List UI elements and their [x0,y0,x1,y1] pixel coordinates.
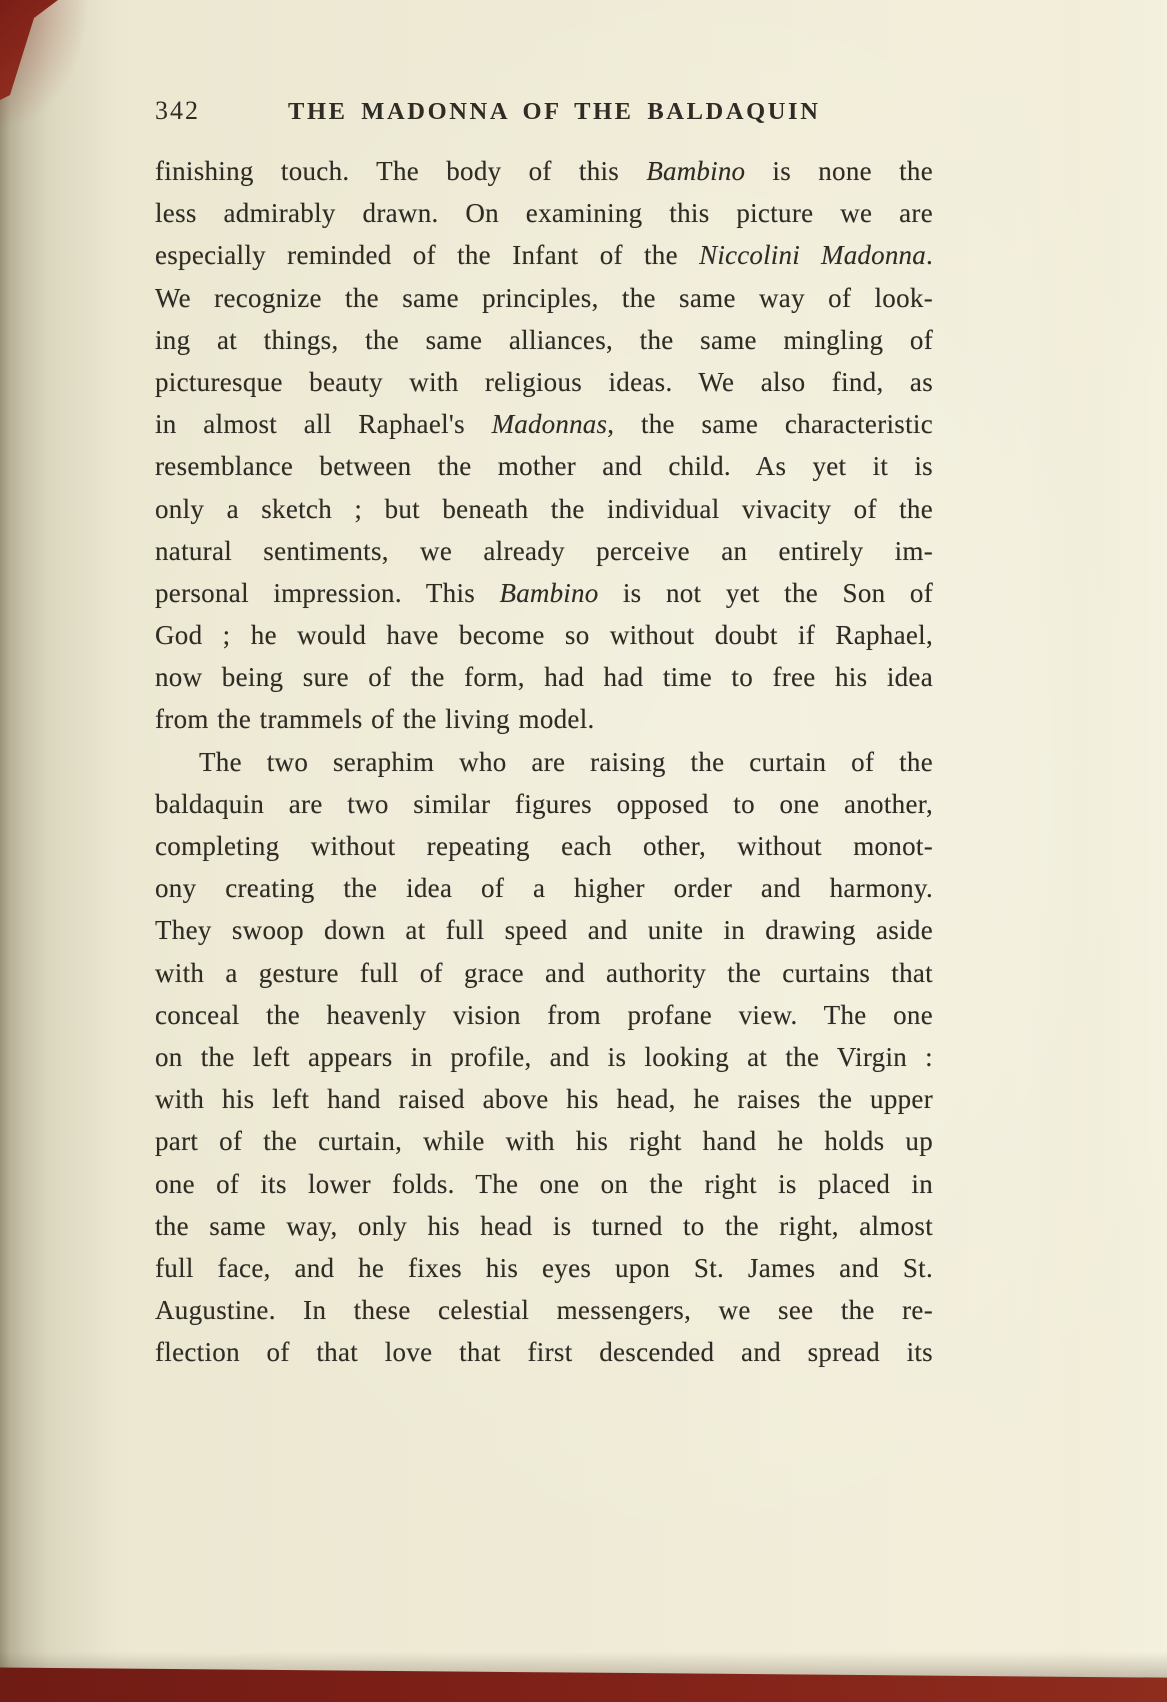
text-line: flection of that love that first descended and spread its [155,1337,933,1368]
page-gutter-shadow [0,0,120,1702]
text-line: resemblance between the mother and child. As yet it is [155,451,933,482]
text-line: on the left appears in profile, and is looking at the Virgin : [155,1041,933,1072]
text-line: We recognize the same principles, the same way of look- [155,282,933,313]
running-title: THE MADONNA OF THE BALDAQUIN [288,98,821,125]
text-line: part of the curtain, while with his right hand he holds up [155,1126,933,1157]
text-line: one of its lower folds. The one on the right is placed in [155,1168,933,1199]
text-line: The two seraphim who are raising the curtain of the [199,746,933,777]
page-bottom-edge [0,1660,1167,1702]
text-line: conceal the heavenly vision from profane view. The one [155,999,933,1030]
text-line: ing at things, the same alliances, the same mingling of [155,324,933,355]
text-line: in almost all Raphael's Madonnas, the same characteristic [155,409,933,440]
text-line: ony creating the idea of a higher order and harmony. [155,873,933,904]
text-line: now being sure of the form, had had time to free his idea [155,662,933,693]
text-line: only a sketch ; but beneath the individual vivacity of the [155,493,933,524]
text-line: baldaquin are two similar figures opposed to one another, [155,788,933,819]
text-line: full face, and he fixes his eyes upon St. James and St. [155,1252,933,1283]
text-line: personal impression. This Bambino is not yet the Son of [155,577,933,608]
text-line: God ; he would have become so without doubt if Raphael, [155,620,933,651]
text-line: natural sentiments, we already perceive an entirely im- [155,535,933,566]
text-line: especially reminded of the Infant of the Niccolini Madonna. [155,240,933,271]
text-line: from the trammels of the living model. [155,704,595,735]
page-text [155,150,933,1373]
page-corner-top-left-edge [0,0,70,100]
text-line: picturesque beauty with religious ideas. We also find, as [155,366,933,397]
page-right-edge-light [1077,0,1167,1702]
text-line: less admirably drawn. On examining this picture we are [155,198,933,229]
text-line: finishing touch. The body of this Bambino is none the [155,156,934,186]
text-line: with a gesture full of grace and authority the curtains that [155,957,933,988]
text-line: completing without repeating each other, without monot- [155,831,933,861]
text-line: Augustine. In these celestial messengers, we see the re- [155,1295,933,1326]
page-number: 342 [155,96,200,125]
text-line: the same way, only his head is turned to the right, almost [155,1210,933,1241]
text-line: They swoop down at full speed and unite in drawing aside [155,915,933,946]
page-header [155,96,935,126]
text-line: with his left hand raised above his head, he raises the upper [155,1084,933,1115]
